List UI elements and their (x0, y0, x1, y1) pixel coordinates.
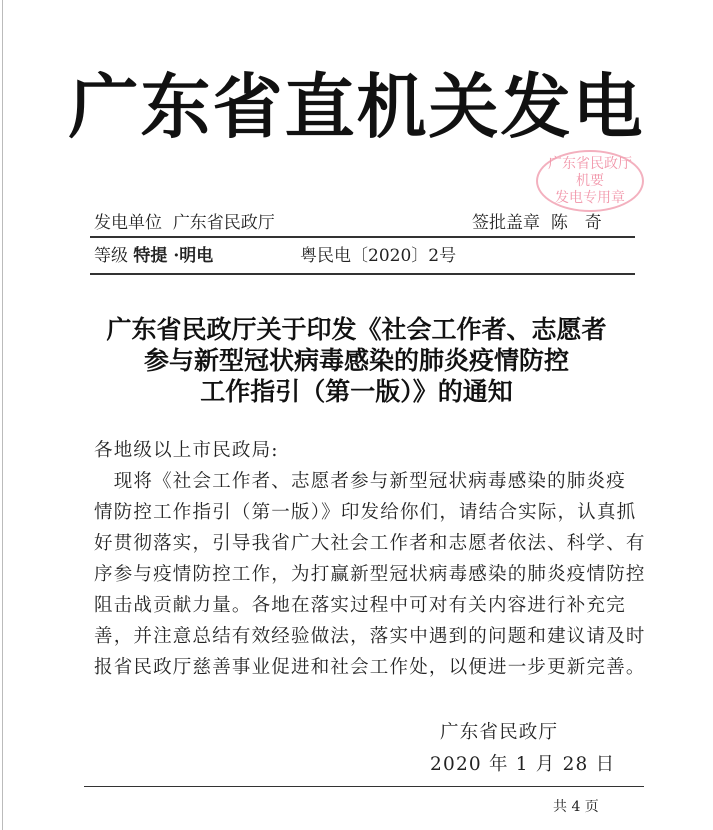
level-row (94, 246, 213, 266)
body-line: 情防控工作指引（第一版）》印发给你们，请结合实际，认真抓 (94, 502, 637, 523)
divider (90, 236, 635, 238)
sender-row (94, 213, 275, 233)
salutation: 各地级以上市民政局: (94, 440, 279, 461)
body-line: 现将《社会工作者、志愿者参与新型冠状病毒感染的肺炎疫 (94, 471, 626, 492)
signature: 广东省民政厅 (440, 722, 559, 743)
body-line: 善，并注意总结有效经验做法，落实中遇到的问题和建议请及时 (94, 626, 646, 647)
official-seal (536, 150, 644, 212)
sign-row (472, 213, 602, 233)
doc-title-line: 工作指引（第一版）》的通知 (200, 377, 513, 406)
seal-text: 广东省民政厅 (548, 156, 632, 172)
body-line: 阻击战贡献力量。各地在落实过程中可对有关内容进行补充完 (94, 595, 626, 616)
body-line: 好贯彻落实，引导我省广大社会工作者和志愿者依法、科学、有 (94, 533, 646, 554)
level: 特提 ·明电 (133, 246, 214, 266)
header-title: 广东省直机关发电 (68, 66, 645, 148)
body-line: 序参与疫情防控工作，为打赢新型冠状病毒感染的肺炎疫情防控 (94, 564, 646, 585)
divider (90, 273, 635, 275)
page-count: 共 4 页 (553, 799, 599, 815)
doc-title-line: 广东省民政厅关于印发《社会工作者、志愿者 (106, 315, 607, 344)
divider (84, 786, 644, 787)
seal-sub: 机要 (576, 173, 604, 189)
signer: 陈 奇 (550, 213, 602, 233)
date: 2020 年 1 月 28 日 (430, 754, 616, 775)
doc-title-line: 参与新型冠状病毒感染的肺炎疫情防控 (143, 346, 569, 375)
body-line: 报省民政厅慈善事业促进和社会工作处，以便进一步更新完善。 (94, 657, 646, 678)
seal-bottom: 发电专用章 (555, 190, 625, 206)
sender: 广东省民政厅 (172, 213, 275, 233)
doc-number: 粤民电〔2020〕2号 (300, 246, 457, 266)
sender-label: 发电单位 (94, 213, 162, 233)
level-label: 等级 (94, 246, 128, 266)
sign-label: 签批盖章 (472, 213, 540, 233)
